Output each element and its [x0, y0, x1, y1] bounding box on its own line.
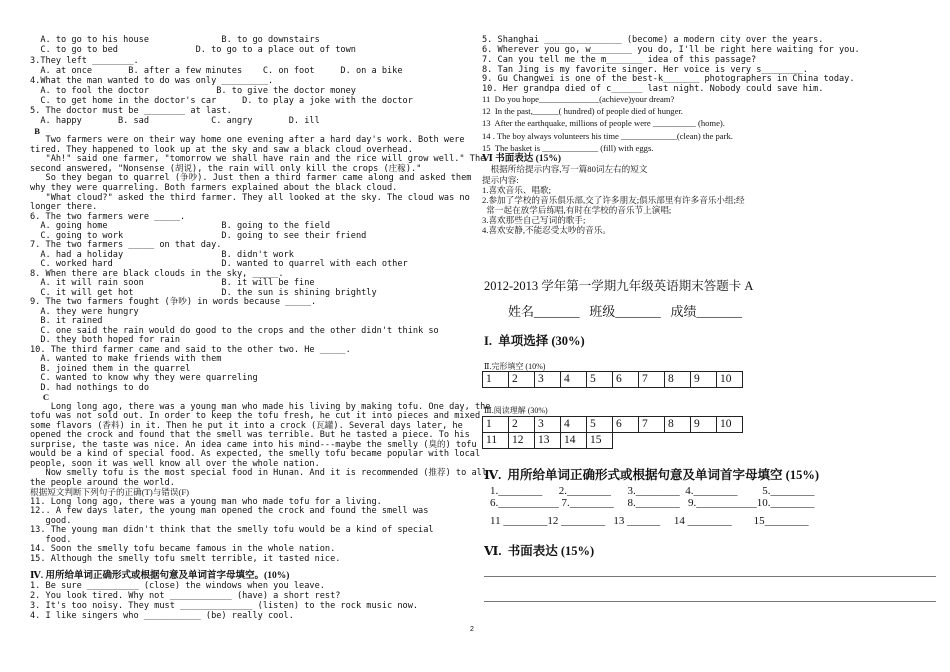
left-text-line: B. it rained	[30, 316, 103, 326]
left-text-line: 3.They left ________.	[30, 56, 139, 66]
answer-cell[interactable]: 12	[509, 433, 535, 449]
right-text-line: 根据所给提示内容,写一篇80词左右的短文	[482, 164, 648, 174]
answer-cell[interactable]: 2	[509, 372, 535, 388]
cloze-label: Ⅱ.完形填空 (10%)	[484, 362, 546, 371]
left-text-line: tired. They happened to look up at the sky and saw a black cloud overhead.	[30, 145, 413, 155]
right-text-line: 9. Gu Changwei is one of the best-k_______ photographers in China today.	[482, 74, 855, 84]
right-text-line: 14 . The boy always volunteers his time _____________(clean) the park.	[482, 131, 733, 141]
left-text-line: 12.. A few days later, the young man opened the crock and found the smell was	[30, 506, 429, 516]
left-text-line: food.	[30, 535, 72, 545]
page-number: 2	[470, 626, 474, 633]
answer-cell[interactable]: 4	[561, 417, 587, 433]
right-text-line: 5. Shanghai _______________ (become) a modern city over the years.	[482, 35, 824, 45]
answer-cell[interactable]: 15	[587, 433, 613, 449]
cloze-answer-grid	[482, 371, 743, 388]
answer-cell[interactable]: 10	[717, 372, 743, 388]
answer-blanks-row-3: 11 ________12 ________ 13 ______ 14 ________ 15________	[490, 515, 809, 527]
answer-blanks-row-1: 1.________ 2.________ 3.________ 4.________ 5.________	[490, 485, 815, 497]
left-text-line: 14. Soon the smelly tofu became famous in the whole nation.	[30, 544, 336, 554]
left-text-line: B. joined them in the quarrel	[30, 364, 191, 374]
answer-cell[interactable]: 6	[613, 372, 639, 388]
left-text-line: 7. The two farmers _____ on that day.	[30, 240, 222, 250]
left-text-line: 6. The two farmers were _____.	[30, 212, 186, 222]
left-text-line: "Ah!" said one farmer, "tomorrow we shall have rain and the rice will grow well." The	[30, 154, 486, 164]
right-text-line: 3.喜欢那些自己写词的歌手;	[482, 215, 586, 225]
right-text-line: 7. Can you tell me the m_______ idea of this passage?	[482, 55, 757, 65]
left-text-line: A. going home B. going to the field	[30, 221, 331, 231]
left-text-line: 1. Be sure __________ (close) the windows when you leave.	[30, 581, 325, 591]
left-text-line: 11. Long long ago, there was a young man who made tofu for a living.	[30, 497, 382, 507]
answer-cell[interactable]: 10	[717, 417, 743, 433]
left-text-line: 8. When there are black clouds in the sky, _____.	[30, 269, 284, 279]
left-text-line: some flavors (香料) in it. Then he put it into a crock (瓦罐). Several days later, he	[30, 421, 463, 431]
right-text-line: 15 The basket is _____________ (fill) with eggs.	[482, 143, 654, 153]
left-text-line: the people around the world.	[30, 478, 175, 488]
left-text-line: 4. I like singers who ___________ (be) really cool.	[30, 611, 294, 621]
left-text-line: C. to get home in the doctor's car D. to play a joke with the doctor	[30, 96, 413, 106]
right-text-line: 11 Do you hope______________(achieve)your dream?	[482, 94, 675, 104]
left-text-line: 9. The two farmers fought (争吵) in words because _____.	[30, 297, 317, 307]
left-text-line: A. to fool the doctor B. to give the doctor money	[30, 86, 356, 96]
answer-cell[interactable]: 1	[483, 372, 509, 388]
answer-cell[interactable]: 2	[509, 417, 535, 433]
answer-cell[interactable]: 9	[691, 417, 717, 433]
left-text-line: "What cloud?" asked the third farmer. They all looked at the sky. The cloud was no	[30, 193, 470, 203]
right-text-line: 8. Tan Jing is my favorite singer. Her voice is very s________.	[482, 65, 808, 75]
answer-cell[interactable]: 7	[639, 372, 665, 388]
left-text-line: A. at once B. after a few minutes C. on foot D. on a bike	[30, 66, 403, 76]
left-text-line: C. worked hard D. wanted to quarrel with each other	[30, 259, 408, 269]
answer-cell[interactable]: 5	[587, 372, 613, 388]
left-text-line: C	[30, 392, 50, 402]
student-info-fields: 姓名_______ 班级_______ 成绩_______	[508, 304, 743, 319]
answer-cell[interactable]: 3	[535, 417, 561, 433]
answer-blanks-row-2: 6.___________ 7.________ 8.________ 9.___________10.________	[490, 497, 815, 509]
left-text-line: B	[30, 126, 41, 136]
writing-line-2	[484, 601, 936, 602]
answer-cell[interactable]: 13	[535, 433, 561, 449]
answer-cell[interactable]: 14	[561, 433, 587, 449]
left-text-line: 2. You look tired. Why not ____________ (have) a short rest?	[30, 591, 341, 601]
left-text-line: A. it will rain soon B. it will be fine	[30, 278, 315, 288]
left-text-line: 根据短文判断下列句子的正确(T)与错误(F)	[30, 487, 189, 497]
left-text-line: tofu was not sold out. In order to keep the tofu fresh, he cut it into pieces and mixed	[30, 411, 481, 421]
right-text-line: 12 In the past,______( hundred) of people died of hunger.	[482, 106, 683, 116]
left-text-line: Long long ago, there was a young man who made his living by making tofu. One day, the	[30, 402, 491, 412]
left-text-line: C. going to work D. going to see their friend	[30, 231, 367, 241]
answer-cell[interactable]: 9	[691, 372, 717, 388]
section-writing: Ⅵ. 书面表达 (15%)	[484, 544, 595, 558]
left-text-line: 10. The third farmer came and said to the other two. He _____.	[30, 345, 351, 355]
left-text-line: A. happy B. sad C. angry D. ill	[30, 116, 320, 126]
right-text-line: 提示内容:	[482, 175, 519, 185]
writing-line-1	[484, 576, 936, 577]
right-text-line: 常一起在放学后练唱,有时在学校的音乐节上演唱;	[482, 205, 672, 215]
left-text-line: people, soon it was well know all over the whole nation.	[30, 459, 320, 469]
left-text-line: D. had nothings to do	[30, 383, 149, 393]
reading-answer-grid	[482, 416, 743, 449]
answer-cell[interactable]: 8	[665, 417, 691, 433]
answer-cell[interactable]: 6	[613, 417, 639, 433]
left-text-line: Ⅳ. 用所给单词正确形式或根据句意及单词首字母填空。(10%)	[30, 571, 290, 581]
left-text-line: second answered, "Nonsense (胡说), the rain will only kill the crops (庄稼)."	[30, 164, 422, 174]
right-text-line: Ⅵ 书面表达 (15%)	[482, 154, 562, 164]
right-text-line: 2.参加了学校的音乐俱乐部,交了许多朋友;俱乐部里有许多音乐小组;经	[482, 195, 745, 205]
answer-cell[interactable]: 7	[639, 417, 665, 433]
left-text-line: A. to go to his house B. to go downstairs	[30, 35, 320, 45]
left-text-line: A. had a holiday B. didn't work	[30, 250, 294, 260]
left-text-line: Now smelly tofu is the most special food in Hunan. And it is recommended (推荐) to all	[30, 468, 487, 478]
left-text-line: why they were quarreling. Both farmers explained about the black cloud.	[30, 183, 398, 193]
right-text-line: 6. Wherever you go, w________ you do, I'll be right here waiting for you.	[482, 45, 860, 55]
left-text-line: 13. The young man didn't think that the smelly tofu would be a kind of special	[30, 525, 434, 535]
left-text-line: C. to go to bed D. to go to a place out of town	[30, 45, 356, 55]
section-multiple-choice: I. 单项选择 (30%)	[484, 334, 585, 348]
right-text-line: 10. Her grandpa died of c______ last night. Nobody could save him.	[482, 84, 824, 94]
reading-label: Ⅲ.阅读理解 (30%)	[484, 406, 548, 415]
answer-cell[interactable]: 3	[535, 372, 561, 388]
left-text-line: good.	[30, 516, 72, 526]
answer-cell[interactable]: 11	[483, 433, 509, 449]
left-text-line: A. they were hungry	[30, 307, 139, 317]
left-text-line: Two farmers were on their way home one evening after a hard day's work. Both were	[30, 135, 465, 145]
left-text-line: 4.What the man wanted to do was only _________.	[30, 76, 274, 86]
left-text-line: C. wanted to know why they were quarreling	[30, 373, 258, 383]
left-text-line: would be a kind of special food. As expected, the smelly tofu became popular with local	[30, 449, 481, 459]
right-text-line: 1.喜欢音乐、唱歌;	[482, 185, 551, 195]
left-text-line: A. wanted to make friends with them	[30, 354, 222, 364]
right-text-line: 4.喜欢安静,不能忍受太吵的音乐。	[482, 225, 611, 235]
left-text-line: longer there.	[30, 202, 98, 212]
section-word-forms: Ⅳ. 用所给单词正确形式或根据句意及单词首字母填空 (15%)	[484, 468, 820, 482]
left-text-line: 15. Although the smelly tofu smelt terrible, it tasted nice.	[30, 554, 341, 564]
left-text-line: C. one said the rain would do good to the crops and the other didn't think so	[30, 326, 439, 336]
left-text-line: 5. The doctor must be ________ at last.	[30, 106, 232, 116]
answer-cell[interactable]: 1	[483, 417, 509, 433]
answer-cell[interactable]: 8	[665, 372, 691, 388]
left-text-line: C. it will get hot D. the sun is shining brightly	[30, 288, 377, 298]
answer-cell[interactable]: 5	[587, 417, 613, 433]
answer-cell[interactable]: 4	[561, 372, 587, 388]
answer-card-title: 2012-2013 学年第一学期九年级英语期末答题卡 A	[484, 279, 754, 293]
left-text-line: So they began to quarrel (争吵). Just then a third farmer came along and asked them	[30, 173, 472, 183]
left-text-line: surprise, the taste was nice. An idea came into his mind---maybe the smelly (臭的) tofu	[30, 440, 477, 450]
right-text-line: 13 After the earthquake, millions of people were __________ (home).	[482, 118, 725, 128]
left-text-line: D. they both hoped for rain	[30, 335, 181, 345]
left-text-line: opened the crock and found that the smell was terrible. But he tasted a piece. To his	[30, 430, 470, 440]
left-text-line: 3. It's too noisy. They must ______________ (listen) to the rock music now.	[30, 601, 419, 611]
